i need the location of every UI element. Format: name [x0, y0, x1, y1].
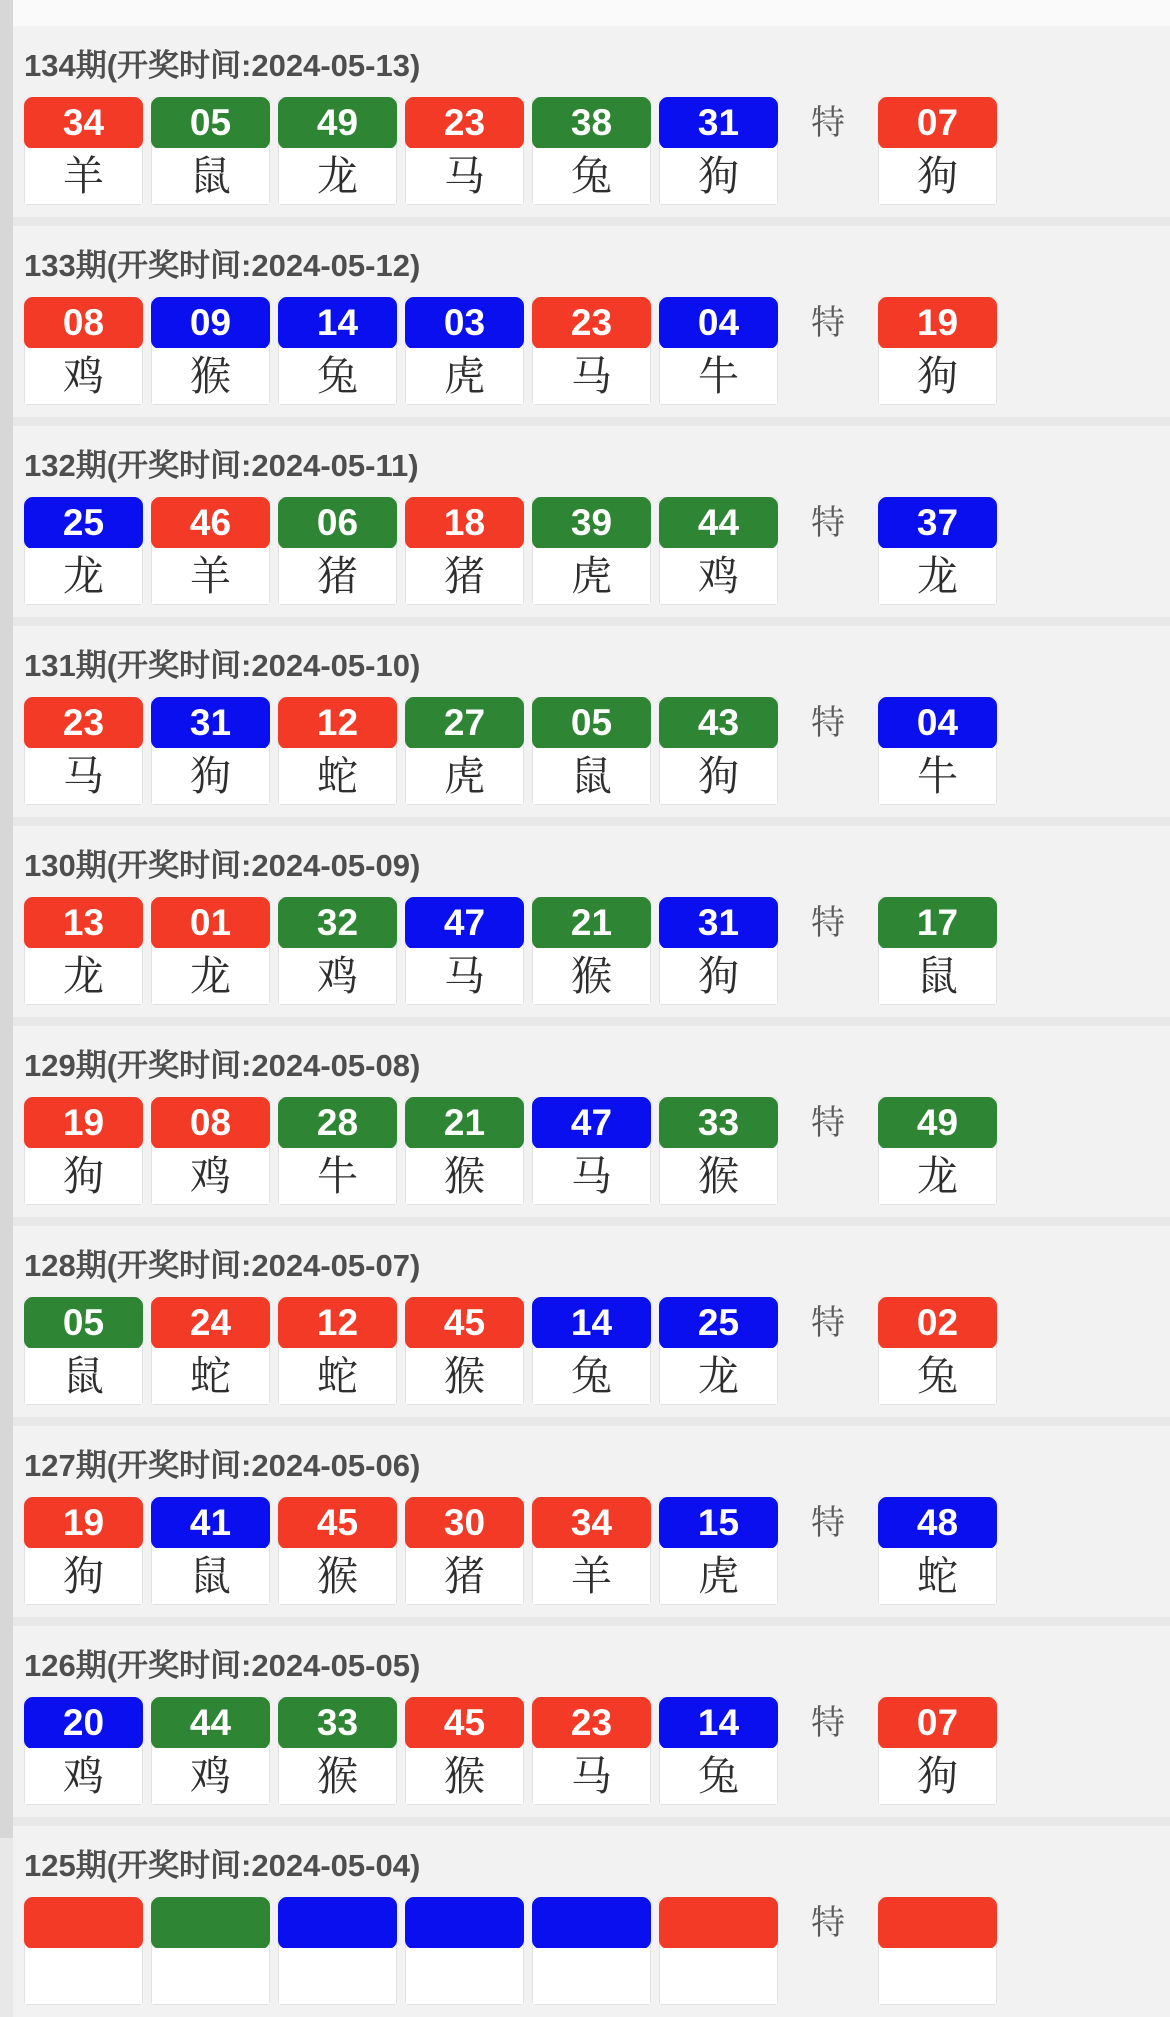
ball-number: 37: [878, 497, 997, 549]
ball-zodiac: [533, 1948, 650, 2004]
ball-cell: [532, 1497, 651, 1605]
ball-zodiac: 鸡: [25, 348, 142, 404]
ball-number: 01: [151, 897, 270, 949]
ball-number: 19: [24, 1097, 143, 1149]
ball-zodiac: 羊: [152, 548, 269, 604]
ball-zodiac: 羊: [25, 148, 142, 204]
ball-cell: [278, 497, 397, 605]
ball-cell: [532, 297, 651, 405]
ball-zodiac: 鼠: [25, 1348, 142, 1404]
ball-zodiac: 鸡: [152, 1148, 269, 1204]
ball-number: 18: [405, 497, 524, 549]
ball-number: [278, 1897, 397, 1949]
ball-zodiac: 狗: [152, 748, 269, 804]
ball-number: 12: [278, 697, 397, 749]
ball-cell: [405, 297, 524, 405]
ball-zodiac: 狗: [879, 348, 996, 404]
ball-cell: [24, 97, 143, 205]
ball-number: 44: [659, 497, 778, 549]
ball-number: 23: [405, 97, 524, 149]
ball-cell: [151, 497, 270, 605]
ball-zodiac: 兔: [879, 1348, 996, 1404]
ball-number: 34: [532, 1497, 651, 1549]
ball-zodiac: 猴: [406, 1348, 523, 1404]
draw-section-title: 133期(开奖时间:2024-05-12): [24, 248, 421, 283]
ball-number: 12: [278, 1297, 397, 1349]
ball-zodiac: 鸡: [152, 1748, 269, 1804]
ball-cell: [405, 1697, 524, 1805]
ball-cell: [405, 1897, 524, 2005]
ball-number: 24: [151, 1297, 270, 1349]
ball-number: 49: [878, 1097, 997, 1149]
ball-cell: [151, 297, 270, 405]
ball-number: 06: [278, 497, 397, 549]
ball-cell: [405, 697, 524, 805]
page-content: [13, 0, 1170, 2017]
ball-zodiac: 马: [406, 148, 523, 204]
ball-zodiac: 马: [25, 748, 142, 804]
ball-zodiac: 猪: [279, 548, 396, 604]
ball-number: 25: [659, 1297, 778, 1349]
draw-result-section: [13, 426, 1170, 617]
ball-zodiac: 鸡: [25, 1748, 142, 1804]
ball-number: 05: [532, 697, 651, 749]
ball-zodiac: 虎: [533, 548, 650, 604]
ball-number: 39: [532, 497, 651, 549]
ball-zodiac: 狗: [660, 148, 777, 204]
ball-zodiac: 兔: [533, 1348, 650, 1404]
ball-zodiac: [879, 1948, 996, 2004]
ball-number: [659, 1897, 778, 1949]
ball-number: 13: [24, 897, 143, 949]
special-column-label: 特: [811, 1304, 845, 1342]
ball-cell: [278, 297, 397, 405]
ball-cell: [24, 1297, 143, 1405]
ball-number: 14: [659, 1697, 778, 1749]
special-ball-cell: [878, 297, 997, 405]
ball-cell: [278, 1897, 397, 2005]
ball-zodiac: 龙: [152, 948, 269, 1004]
ball-number: 48: [878, 1497, 997, 1549]
ball-number: 21: [532, 897, 651, 949]
ball-zodiac: [406, 1948, 523, 2004]
draw-result-section: [13, 1426, 1170, 1617]
ball-number: 45: [278, 1497, 397, 1549]
balls-row: [24, 1897, 1170, 2005]
special-column-label: 特: [811, 1104, 845, 1142]
draw-section-title: 132期(开奖时间:2024-05-11): [24, 448, 419, 483]
ball-zodiac: 龙: [879, 1148, 996, 1204]
ball-cell: [405, 497, 524, 605]
ball-number: 43: [659, 697, 778, 749]
draw-section-title: 127期(开奖时间:2024-05-06): [24, 1448, 421, 1483]
ball-zodiac: 兔: [533, 148, 650, 204]
ball-cell: [659, 297, 778, 405]
special-column-label: 特: [811, 504, 845, 542]
balls-row: [24, 1697, 1170, 1805]
ball-zodiac: 马: [533, 1148, 650, 1204]
ball-zodiac: [25, 1948, 142, 2004]
draw-section-title: 131期(开奖时间:2024-05-10): [24, 648, 421, 683]
ball-zodiac: 龙: [25, 948, 142, 1004]
ball-number: 25: [24, 497, 143, 549]
ball-cell: [532, 1697, 651, 1805]
ball-cell: [278, 1697, 397, 1805]
ball-zodiac: 兔: [279, 348, 396, 404]
draw-result-section: [13, 1826, 1170, 2017]
ball-cell: [278, 1297, 397, 1405]
balls-row: [24, 1497, 1170, 1605]
ball-zodiac: 猴: [279, 1548, 396, 1604]
ball-zodiac: 鼠: [533, 748, 650, 804]
top-strip: [13, 0, 1170, 26]
ball-number: 27: [405, 697, 524, 749]
draw-section-title: 134期(开奖时间:2024-05-13): [24, 48, 421, 83]
ball-cell: [151, 1097, 270, 1205]
ball-cell: [659, 1897, 778, 2005]
ball-number: 07: [878, 1697, 997, 1749]
ball-cell: [532, 497, 651, 605]
ball-cell: [405, 1297, 524, 1405]
ball-cell: [405, 97, 524, 205]
ball-zodiac: 马: [406, 948, 523, 1004]
draw-result-section: [13, 1626, 1170, 1817]
ball-number: [878, 1897, 997, 1949]
ball-cell: [24, 1097, 143, 1205]
draw-section-title: 125期(开奖时间:2024-05-04): [24, 1848, 421, 1883]
balls-row: [24, 1097, 1170, 1205]
ball-zodiac: 猴: [406, 1748, 523, 1804]
ball-number: 33: [659, 1097, 778, 1149]
ball-number: [532, 1897, 651, 1949]
ball-cell: [151, 697, 270, 805]
special-ball-cell: [878, 1497, 997, 1605]
ball-cell: [278, 1097, 397, 1205]
ball-cell: [659, 1697, 778, 1805]
ball-number: 07: [878, 97, 997, 149]
ball-zodiac: 狗: [660, 748, 777, 804]
ball-zodiac: 鼠: [152, 148, 269, 204]
ball-zodiac: 龙: [279, 148, 396, 204]
draw-result-section: [13, 226, 1170, 417]
ball-number: 21: [405, 1097, 524, 1149]
ball-zodiac: 狗: [660, 948, 777, 1004]
ball-zodiac: [152, 1948, 269, 2004]
ball-number: 02: [878, 1297, 997, 1349]
ball-cell: [24, 897, 143, 1005]
ball-cell: [24, 1497, 143, 1605]
ball-cell: [151, 1297, 270, 1405]
ball-cell: [532, 1897, 651, 2005]
ball-zodiac: 虎: [406, 748, 523, 804]
ball-number: 45: [405, 1297, 524, 1349]
ball-number: 32: [278, 897, 397, 949]
special-column-label: 特: [811, 1504, 845, 1542]
ball-number: 19: [24, 1497, 143, 1549]
special-column-label: 特: [811, 104, 845, 142]
draw-result-section: [13, 626, 1170, 817]
ball-zodiac: 龙: [25, 548, 142, 604]
draw-section-title: 128期(开奖时间:2024-05-07): [24, 1248, 421, 1283]
ball-number: 31: [659, 97, 778, 149]
ball-number: 15: [659, 1497, 778, 1549]
ball-zodiac: 猴: [279, 1748, 396, 1804]
ball-zodiac: 狗: [879, 1748, 996, 1804]
ball-cell: [659, 497, 778, 605]
ball-zodiac: 牛: [279, 1148, 396, 1204]
ball-cell: [24, 1897, 143, 2005]
ball-number: 44: [151, 1697, 270, 1749]
draw-result-section: [13, 26, 1170, 217]
ball-cell: [278, 1497, 397, 1605]
ball-number: 38: [532, 97, 651, 149]
ball-cell: [532, 697, 651, 805]
ball-zodiac: [660, 1948, 777, 2004]
ball-cell: [659, 1297, 778, 1405]
ball-cell: [151, 97, 270, 205]
special-column-label: 特: [811, 1904, 845, 1942]
draw-result-section: [13, 1226, 1170, 1417]
ball-number: 23: [532, 297, 651, 349]
ball-cell: [151, 1897, 270, 2005]
ball-number: 45: [405, 1697, 524, 1749]
ball-number: 28: [278, 1097, 397, 1149]
ball-zodiac: 蛇: [152, 1348, 269, 1404]
ball-number: 23: [24, 697, 143, 749]
ball-zodiac: 蛇: [279, 748, 396, 804]
balls-row: [24, 897, 1170, 1005]
ball-cell: [278, 897, 397, 1005]
ball-cell: [659, 697, 778, 805]
ball-number: [405, 1897, 524, 1949]
ball-cell: [405, 1097, 524, 1205]
draw-result-section: [13, 1026, 1170, 1217]
ball-cell: [151, 897, 270, 1005]
ball-zodiac: 牛: [660, 348, 777, 404]
ball-cell: [24, 297, 143, 405]
ball-zodiac: 羊: [533, 1548, 650, 1604]
ball-zodiac: 猴: [152, 348, 269, 404]
ball-number: 08: [24, 297, 143, 349]
ball-number: 04: [659, 297, 778, 349]
ball-zodiac: 狗: [879, 148, 996, 204]
ball-number: 20: [24, 1697, 143, 1749]
ball-number: 31: [151, 697, 270, 749]
ball-cell: [24, 1697, 143, 1805]
ball-number: 49: [278, 97, 397, 149]
ball-number: 19: [878, 297, 997, 349]
special-ball-cell: [878, 1297, 997, 1405]
ball-cell: [659, 97, 778, 205]
ball-number: 09: [151, 297, 270, 349]
special-ball-cell: [878, 497, 997, 605]
ball-number: 47: [532, 1097, 651, 1149]
ball-number: 33: [278, 1697, 397, 1749]
ball-number: 17: [878, 897, 997, 949]
balls-row: [24, 1297, 1170, 1405]
ball-cell: [532, 897, 651, 1005]
ball-cell: [278, 697, 397, 805]
ball-cell: [532, 1097, 651, 1205]
ball-zodiac: 虎: [660, 1548, 777, 1604]
balls-row: [24, 97, 1170, 205]
special-ball-cell: [878, 1697, 997, 1805]
ball-number: 31: [659, 897, 778, 949]
special-column-label: 特: [811, 904, 845, 942]
ball-number: 14: [278, 297, 397, 349]
ball-number: 41: [151, 1497, 270, 1549]
ball-number: 05: [151, 97, 270, 149]
page-left-edge: [0, 0, 13, 1838]
ball-cell: [405, 897, 524, 1005]
ball-number: [24, 1897, 143, 1949]
ball-zodiac: 鼠: [879, 948, 996, 1004]
special-ball-cell: [878, 897, 997, 1005]
draw-section-title: 126期(开奖时间:2024-05-05): [24, 1648, 421, 1683]
lottery-results-list: [13, 26, 1170, 2017]
ball-number: 03: [405, 297, 524, 349]
ball-number: 23: [532, 1697, 651, 1749]
ball-zodiac: 龙: [879, 548, 996, 604]
ball-number: [151, 1897, 270, 1949]
ball-number: 34: [24, 97, 143, 149]
ball-cell: [659, 897, 778, 1005]
ball-cell: [151, 1497, 270, 1605]
ball-zodiac: 龙: [660, 1348, 777, 1404]
special-ball-cell: [878, 97, 997, 205]
ball-zodiac: 狗: [25, 1548, 142, 1604]
ball-number: 47: [405, 897, 524, 949]
special-ball-cell: [878, 1897, 997, 2005]
ball-zodiac: 猪: [406, 548, 523, 604]
ball-zodiac: 蛇: [279, 1348, 396, 1404]
ball-cell: [278, 97, 397, 205]
ball-zodiac: 猪: [406, 1548, 523, 1604]
ball-zodiac: 蛇: [879, 1548, 996, 1604]
draw-result-section: [13, 826, 1170, 1017]
balls-row: [24, 497, 1170, 605]
ball-zodiac: 马: [533, 1748, 650, 1804]
ball-number: 46: [151, 497, 270, 549]
ball-zodiac: 鸡: [660, 548, 777, 604]
ball-zodiac: 狗: [25, 1148, 142, 1204]
special-ball-cell: [878, 697, 997, 805]
ball-number: 04: [878, 697, 997, 749]
special-column-label: 特: [811, 704, 845, 742]
ball-cell: [24, 697, 143, 805]
ball-number: 08: [151, 1097, 270, 1149]
ball-zodiac: 马: [533, 348, 650, 404]
ball-number: 14: [532, 1297, 651, 1349]
special-column-label: 特: [811, 304, 845, 342]
draw-section-title: 130期(开奖时间:2024-05-09): [24, 848, 421, 883]
draw-section-title: 129期(开奖时间:2024-05-08): [24, 1048, 421, 1083]
ball-cell: [532, 1297, 651, 1405]
ball-zodiac: 鼠: [152, 1548, 269, 1604]
ball-number: 05: [24, 1297, 143, 1349]
ball-zodiac: 牛: [879, 748, 996, 804]
ball-zodiac: 猴: [406, 1148, 523, 1204]
ball-zodiac: 兔: [660, 1748, 777, 1804]
ball-zodiac: 猴: [533, 948, 650, 1004]
ball-cell: [151, 1697, 270, 1805]
ball-zodiac: 猴: [660, 1148, 777, 1204]
special-ball-cell: [878, 1097, 997, 1205]
special-column-label: 特: [811, 1704, 845, 1742]
ball-zodiac: 鸡: [279, 948, 396, 1004]
ball-zodiac: [279, 1948, 396, 2004]
ball-cell: [405, 1497, 524, 1605]
ball-cell: [532, 97, 651, 205]
ball-cell: [659, 1497, 778, 1605]
balls-row: [24, 697, 1170, 805]
balls-row: [24, 297, 1170, 405]
ball-zodiac: 虎: [406, 348, 523, 404]
ball-cell: [659, 1097, 778, 1205]
ball-number: 30: [405, 1497, 524, 1549]
ball-cell: [24, 497, 143, 605]
